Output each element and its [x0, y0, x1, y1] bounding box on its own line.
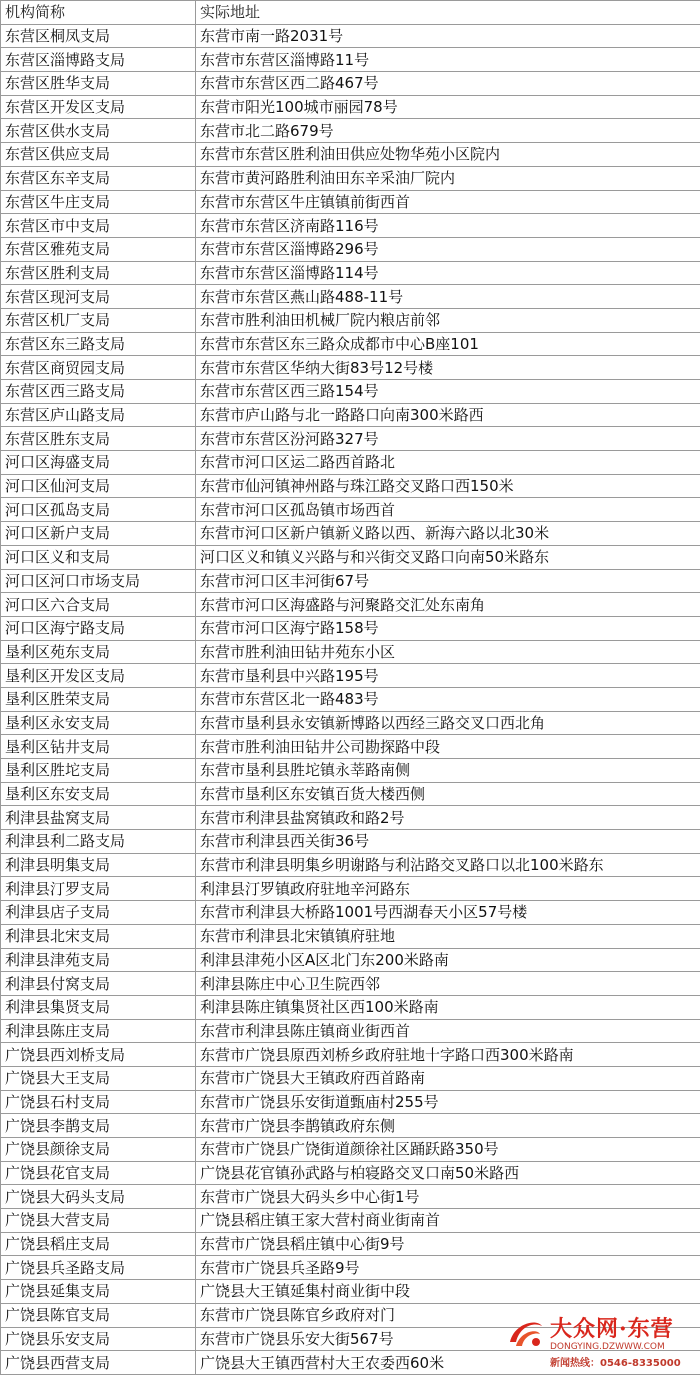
table-row [1, 72, 700, 96]
table-row [1, 1280, 700, 1304]
table-row [1, 190, 700, 214]
branch-name-cell: 河口区海宁路支局 [1, 616, 196, 640]
branch-name-cell: 利津县店子支局 [1, 901, 196, 925]
table-row [1, 735, 700, 759]
branch-name-cell: 利津县北宋支局 [1, 924, 196, 948]
address-cell: 东营市广饶县李鹊镇政府东侧 [196, 1114, 700, 1138]
address-cell: 东营市东营区济南路116号 [196, 214, 700, 238]
address-cell: 东营市东营区东三路众成都市中心B座101 [196, 332, 700, 356]
branch-name-cell: 河口区河口市场支局 [1, 569, 196, 593]
branch-name-cell: 东营区西三路支局 [1, 380, 196, 404]
branch-name-cell: 广饶县石村支局 [1, 1090, 196, 1114]
branch-name-cell: 垦利区永安支局 [1, 711, 196, 735]
table-row [1, 924, 700, 948]
table-row [1, 285, 700, 309]
table-row [1, 830, 700, 854]
table-row [1, 356, 700, 380]
branch-name-cell: 广饶县颜徐支局 [1, 1138, 196, 1162]
branch-name-cell: 利津县汀罗支局 [1, 877, 196, 901]
table-row [1, 1138, 700, 1162]
branch-name-cell: 河口区孤岛支局 [1, 498, 196, 522]
branch-name-cell: 东营区开发区支局 [1, 95, 196, 119]
table-row [1, 403, 700, 427]
dzwww-watermark [502, 1310, 692, 1370]
address-cell: 东营市河口区新户镇新义路以西、新海六路以北30米 [196, 522, 700, 546]
table-row [1, 1043, 700, 1067]
branch-name-cell: 东营区供水支局 [1, 119, 196, 143]
branch-name-cell: 广饶县乐安支局 [1, 1327, 196, 1351]
watermark-url: DONGYING.DZWWW.COM [550, 1342, 665, 1352]
address-cell: 利津县津苑小区A区北门东200米路南 [196, 948, 700, 972]
address-cell: 东营市东营区燕山路488-11号 [196, 285, 700, 309]
table-row [1, 759, 700, 783]
branch-name-cell: 东营区胜华支局 [1, 72, 196, 96]
address-cell: 广饶县大王镇西营村大王农委西60米 [196, 1351, 700, 1375]
table-row [1, 972, 700, 996]
branch-name-cell: 东营区庐山路支局 [1, 403, 196, 427]
branch-name-cell: 广饶县大王支局 [1, 1066, 196, 1090]
address-cell: 东营市利津县北宋镇镇府驻地 [196, 924, 700, 948]
address-cell: 东营市东营区北一路483号 [196, 687, 700, 711]
table-row [1, 948, 700, 972]
branch-name-cell: 东营区牛庄支局 [1, 190, 196, 214]
address-cell: 东营市东营区西二路467号 [196, 72, 700, 96]
address-cell: 东营市利津县陈庄镇商业街西首 [196, 1019, 700, 1043]
address-cell: 东营市广饶县兵圣路9号 [196, 1256, 700, 1280]
table-row [1, 119, 700, 143]
address-cell: 东营市河口区孤岛镇市场西首 [196, 498, 700, 522]
table-row [1, 1185, 700, 1209]
table-row [1, 687, 700, 711]
branch-name-cell: 东营区机厂支局 [1, 308, 196, 332]
table-header-row [1, 1, 700, 25]
branch-name-cell: 东营区市中支局 [1, 214, 196, 238]
branch-name-cell: 利津县明集支局 [1, 853, 196, 877]
branch-name-cell: 河口区新户支局 [1, 522, 196, 546]
address-cell: 东营市南一路2031号 [196, 24, 700, 48]
address-cell: 东营市利津县西关街36号 [196, 830, 700, 854]
table-row [1, 853, 700, 877]
branch-name-cell: 广饶县兵圣路支局 [1, 1256, 196, 1280]
branch-name-cell: 广饶县花官支局 [1, 1161, 196, 1185]
table-row [1, 166, 700, 190]
branch-name-cell: 垦利区钻井支局 [1, 735, 196, 759]
header-address: 实际地址 [196, 1, 700, 25]
address-cell: 东营市胜利油田钻井公司勘探路中段 [196, 735, 700, 759]
address-cell: 东营市东营区西三路154号 [196, 380, 700, 404]
branch-name-cell: 利津县陈庄支局 [1, 1019, 196, 1043]
address-cell: 东营市利津县大桥路1001号西湖春天小区57号楼 [196, 901, 700, 925]
address-cell: 东营市广饶县乐安大街567号 [196, 1327, 700, 1351]
table-row [1, 308, 700, 332]
address-cell: 东营市东营区淄博路296号 [196, 237, 700, 261]
address-cell: 东营市垦利县永安镇新博路以西经三路交叉口西北角 [196, 711, 700, 735]
table-row [1, 782, 700, 806]
table-row [1, 451, 700, 475]
branch-name-cell: 垦利区苑东支局 [1, 640, 196, 664]
table-row [1, 664, 700, 688]
branch-name-cell: 东营区桐凤支局 [1, 24, 196, 48]
address-cell: 利津县陈庄中心卫生院西邻 [196, 972, 700, 996]
table-row [1, 877, 700, 901]
address-cell: 东营市广饶县广饶街道颜徐社区踊跃路350号 [196, 1138, 700, 1162]
address-cell: 东营市东营区淄博路114号 [196, 261, 700, 285]
branch-name-cell: 广饶县李鹊支局 [1, 1114, 196, 1138]
branch-name-cell: 利津县盐窝支局 [1, 806, 196, 830]
branch-name-cell: 广饶县大码头支局 [1, 1185, 196, 1209]
branch-name-cell: 东营区东三路支局 [1, 332, 196, 356]
branch-name-cell: 东营区胜东支局 [1, 427, 196, 451]
address-cell: 东营市东营区牛庄镇镇前街西首 [196, 190, 700, 214]
branch-name-cell: 东营区商贸园支局 [1, 356, 196, 380]
branch-name-cell: 河口区海盛支局 [1, 451, 196, 475]
address-cell: 东营市垦利县中兴路195号 [196, 664, 700, 688]
address-cell: 东营市广饶县陈官乡政府对门 [196, 1303, 700, 1327]
table-row [1, 143, 700, 167]
branch-name-cell: 垦利区东安支局 [1, 782, 196, 806]
branch-name-cell: 河口区仙河支局 [1, 474, 196, 498]
address-cell: 东营市北二路679号 [196, 119, 700, 143]
table-row [1, 237, 700, 261]
branch-name-cell: 广饶县西营支局 [1, 1351, 196, 1375]
branch-name-cell: 东营区雅苑支局 [1, 237, 196, 261]
address-cell: 东营市东营区华纳大街83号12号楼 [196, 356, 700, 380]
address-cell: 东营市黄河路胜利油田东辛采油厂院内 [196, 166, 700, 190]
branch-name-cell: 广饶县西刘桥支局 [1, 1043, 196, 1067]
address-cell: 东营市胜利油田机械厂院内粮店前邻 [196, 308, 700, 332]
branch-name-cell: 东营区东辛支局 [1, 166, 196, 190]
table-row [1, 995, 700, 1019]
branch-name-cell: 垦利区胜荣支局 [1, 687, 196, 711]
branch-name-cell: 利津县付窝支局 [1, 972, 196, 996]
table-row [1, 95, 700, 119]
branch-name-cell: 利津县利二路支局 [1, 830, 196, 854]
table-row [1, 332, 700, 356]
table-row [1, 1090, 700, 1114]
branch-name-cell: 广饶县大营支局 [1, 1209, 196, 1233]
address-cell: 东营市东营区淄博路11号 [196, 48, 700, 72]
branch-name-cell: 东营区淄博路支局 [1, 48, 196, 72]
watermark-hotline: 新闻热线：0546-8335000 [550, 1358, 681, 1369]
table-row [1, 640, 700, 664]
address-cell: 东营市河口区运二路西首路北 [196, 451, 700, 475]
branch-name-cell: 河口区六合支局 [1, 593, 196, 617]
branch-name-cell: 广饶县延集支局 [1, 1280, 196, 1304]
table-row [1, 545, 700, 569]
branch-name-cell: 垦利区胜坨支局 [1, 759, 196, 783]
address-cell: 东营市阳光100城市丽园78号 [196, 95, 700, 119]
table-row [1, 498, 700, 522]
address-cell: 东营市利津县明集乡明谢路与利沾路交叉路口以北100米路东 [196, 853, 700, 877]
address-cell: 东营市东营区胜利油田供应处物华苑小区院内 [196, 143, 700, 167]
table-row [1, 711, 700, 735]
table-row [1, 261, 700, 285]
branch-name-cell: 利津县津苑支局 [1, 948, 196, 972]
table-row [1, 48, 700, 72]
header-branch-name: 机构简称 [1, 1, 196, 25]
table-row [1, 1161, 700, 1185]
address-cell: 东营市仙河镇神州路与珠江路交叉路口西150米 [196, 474, 700, 498]
branch-name-cell: 利津县集贤支局 [1, 995, 196, 1019]
address-cell: 东营市庐山路与北一路路口向南300米路西 [196, 403, 700, 427]
table-row [1, 214, 700, 238]
address-cell: 东营市河口区海盛路与河聚路交汇处东南角 [196, 593, 700, 617]
branch-name-cell: 广饶县陈官支局 [1, 1303, 196, 1327]
address-cell: 东营市广饶县大码头乡中心街1号 [196, 1185, 700, 1209]
table-row [1, 427, 700, 451]
table-row [1, 1019, 700, 1043]
address-cell: 东营市垦利县胜坨镇永莘路南侧 [196, 759, 700, 783]
address-cell: 东营市广饶县乐安街道甄庙村255号 [196, 1090, 700, 1114]
branch-name-cell: 东营区胜利支局 [1, 261, 196, 285]
table-row [1, 806, 700, 830]
table-row [1, 522, 700, 546]
table-row [1, 901, 700, 925]
address-cell: 广饶县大王镇延集村商业街中段 [196, 1280, 700, 1304]
address-cell: 河口区义和镇义兴路与和兴街交叉路口向南50米路东 [196, 545, 700, 569]
table-row [1, 380, 700, 404]
address-cell: 东营市东营区汾河路327号 [196, 427, 700, 451]
table-row [1, 24, 700, 48]
address-cell: 东营市广饶县稻庄镇中心街9号 [196, 1232, 700, 1256]
dzwww-logo-icon [506, 1316, 546, 1350]
address-cell: 东营市广饶县大王镇政府西首路南 [196, 1066, 700, 1090]
address-cell: 利津县陈庄镇集贤社区西100米路南 [196, 995, 700, 1019]
watermark-title: 大众网·东营 [550, 1316, 674, 1342]
address-cell: 东营市利津县盐窝镇政和路2号 [196, 806, 700, 830]
branch-name-cell: 广饶县稻庄支局 [1, 1232, 196, 1256]
address-cell: 利津县汀罗镇政府驻地辛河路东 [196, 877, 700, 901]
address-cell: 东营市河口区丰河街67号 [196, 569, 700, 593]
table-row [1, 474, 700, 498]
table-row [1, 593, 700, 617]
table-row [1, 1066, 700, 1090]
address-cell: 东营市河口区海宁路158号 [196, 616, 700, 640]
branch-name-cell: 东营区现河支局 [1, 285, 196, 309]
address-cell: 东营市广饶县原西刘桥乡政府驻地十字路口西300米路南 [196, 1043, 700, 1067]
table-row [1, 1209, 700, 1233]
table-row [1, 616, 700, 640]
branch-name-cell: 东营区供应支局 [1, 143, 196, 167]
address-cell: 东营市垦利区东安镇百货大楼西侧 [196, 782, 700, 806]
table-row [1, 569, 700, 593]
address-cell: 广饶县花官镇孙武路与柏寝路交叉口南50米路西 [196, 1161, 700, 1185]
branch-name-cell: 垦利区开发区支局 [1, 664, 196, 688]
table-row [1, 1114, 700, 1138]
table-row [1, 1256, 700, 1280]
address-cell: 广饶县稻庄镇王家大营村商业街南首 [196, 1209, 700, 1233]
branch-name-cell: 河口区义和支局 [1, 545, 196, 569]
table-row [1, 1232, 700, 1256]
address-cell: 东营市胜利油田钻井苑东小区 [196, 640, 700, 664]
